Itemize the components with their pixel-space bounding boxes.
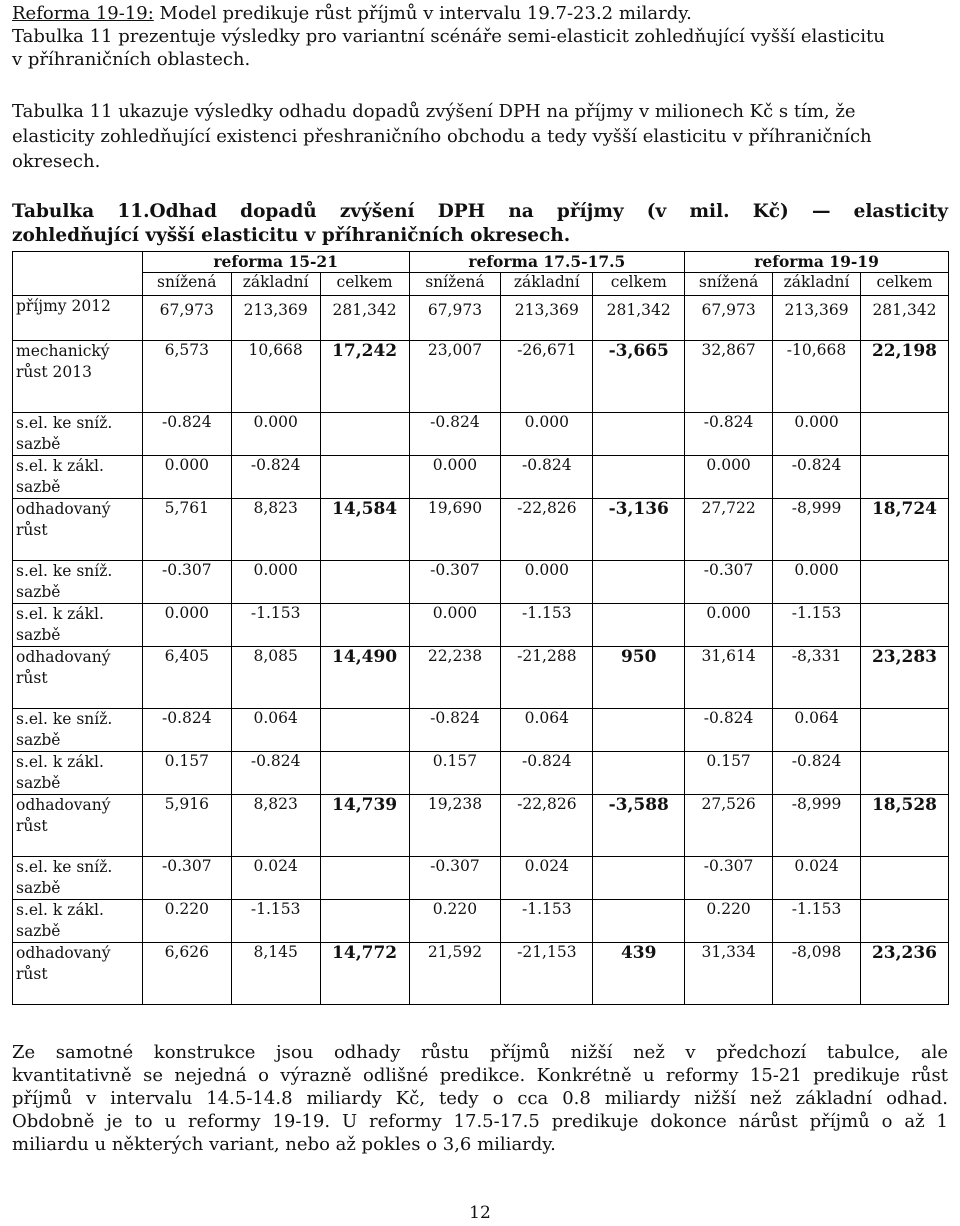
- reform-header-row: [13, 252, 949, 273]
- table-cell: -8,999: [773, 499, 861, 561]
- table-cell: -0.307: [142, 561, 231, 604]
- table-row: [13, 857, 949, 900]
- table-cell: 14,490: [320, 647, 409, 709]
- table-cell: 0.000: [409, 456, 501, 499]
- table-row: [13, 647, 949, 709]
- table-cell: 213,369: [501, 296, 593, 341]
- table-cell: 31,334: [685, 943, 773, 1005]
- row-label: odhadovaný růst: [13, 499, 143, 561]
- table-cell: -22,826: [501, 499, 593, 561]
- table-cell: 439: [593, 943, 685, 1005]
- reform-text: Model predikuje růst příjmů v intervalu 19.7-23.2 milardy.: [153, 3, 692, 24]
- table-cell: -0.824: [773, 752, 861, 795]
- table-cell: 23,007: [409, 341, 501, 413]
- table-cell: 0.000: [142, 456, 231, 499]
- paragraph-1-line-1: Tabulka 11 ukazuje výsledky odhadu dopadů zvýšení DPH na příjmy v milionech Kč s tím, že: [12, 101, 856, 122]
- table-row: [13, 604, 949, 647]
- table-cell: 6,405: [142, 647, 231, 709]
- table-cell: [320, 561, 409, 604]
- table-cell: -0.824: [142, 413, 231, 456]
- results-table: [12, 251, 949, 1005]
- intro-line-2: Tabulka 11 prezentuje výsledky pro variantní scénáře semi-elasticit zohledňující vyšší elasticitu: [12, 26, 885, 47]
- table-cell: -0.307: [409, 857, 501, 900]
- table-cell: 281,342: [860, 296, 948, 341]
- table-row: [13, 341, 949, 413]
- table-cell: 14,772: [320, 943, 409, 1005]
- table-cell: 0.157: [409, 752, 501, 795]
- subheader-cell: základní: [773, 273, 861, 296]
- table-cell: 6,573: [142, 341, 231, 413]
- table-cell: -3,665: [593, 341, 685, 413]
- row-label: s.el. ke sníž. sazbě: [13, 709, 143, 752]
- table-cell: 0.024: [501, 857, 593, 900]
- table-cell: [593, 900, 685, 943]
- table-cell: 18,528: [860, 795, 948, 857]
- table-cell: 0.024: [773, 857, 861, 900]
- table-cell: 19,690: [409, 499, 501, 561]
- table-cell: -8,331: [773, 647, 861, 709]
- table-cell: -0.824: [501, 752, 593, 795]
- table-cell: [320, 752, 409, 795]
- table-cell: 0.157: [685, 752, 773, 795]
- table-cell: -1.153: [231, 900, 320, 943]
- table-cell: 0.220: [142, 900, 231, 943]
- table-cell: 950: [593, 647, 685, 709]
- table-cell: [593, 456, 685, 499]
- table-cell: [593, 561, 685, 604]
- table-cell: -0.824: [231, 456, 320, 499]
- subheader-cell: snížená: [409, 273, 501, 296]
- table-cell: 0.157: [142, 752, 231, 795]
- table-cell: 0.000: [501, 561, 593, 604]
- table-cell: -1.153: [501, 900, 593, 943]
- table-cell: [593, 857, 685, 900]
- subheader-cell: snížená: [685, 273, 773, 296]
- table-cell: 10,668: [231, 341, 320, 413]
- paragraph-1-line-2: elasticity zohledňující existenci přeshraničního obchodu a tedy vyšší elasticitu v příhraničních: [12, 126, 872, 147]
- table-cell: 0.220: [409, 900, 501, 943]
- table-cell: -10,668: [773, 341, 861, 413]
- table-cell: [320, 857, 409, 900]
- table-row: [13, 456, 949, 499]
- intro-line-3: v příhraničních oblastech.: [12, 49, 251, 70]
- table-row: [13, 413, 949, 456]
- table-cell: 8,145: [231, 943, 320, 1005]
- table-cell: 67,973: [409, 296, 501, 341]
- subheader-cell: snížená: [142, 273, 231, 296]
- table-cell: 17,242: [320, 341, 409, 413]
- table-row: [13, 709, 949, 752]
- table-cell: 23,236: [860, 943, 948, 1005]
- table-cell: 14,739: [320, 795, 409, 857]
- table-cell: 31,614: [685, 647, 773, 709]
- subheader-cell: základní: [231, 273, 320, 296]
- table-cell: -21,153: [501, 943, 593, 1005]
- table-cell: [860, 900, 948, 943]
- table-cell: 21,592: [409, 943, 501, 1005]
- table-cell: 6,626: [142, 943, 231, 1005]
- table-cell: -3,588: [593, 795, 685, 857]
- table-cell: 5,916: [142, 795, 231, 857]
- row-label: příjmy 2012: [13, 296, 143, 341]
- table-cell: [320, 709, 409, 752]
- table-cell: -0.824: [773, 456, 861, 499]
- table-cell: -0.824: [142, 709, 231, 752]
- row-label: s.el. k zákl. sazbě: [13, 604, 143, 647]
- table-cell: [860, 857, 948, 900]
- table-cell: [320, 604, 409, 647]
- table-cell: 22,238: [409, 647, 501, 709]
- table-row: [13, 499, 949, 561]
- table-cell: -26,671: [501, 341, 593, 413]
- table-cell: -0.824: [409, 709, 501, 752]
- table-cell: 0.064: [501, 709, 593, 752]
- table-cell: 0.000: [409, 604, 501, 647]
- paragraph-1-line-3: okresech.: [12, 151, 101, 172]
- table-cell: -21,288: [501, 647, 593, 709]
- table-cell: 0.000: [231, 561, 320, 604]
- table-cell: -0.824: [685, 413, 773, 456]
- row-label: s.el. k zákl. sazbě: [13, 900, 143, 943]
- table-cell: 281,342: [593, 296, 685, 341]
- table-cell: 8,085: [231, 647, 320, 709]
- table-cell: 8,823: [231, 499, 320, 561]
- table-cell: 0.000: [685, 604, 773, 647]
- table-cell: -0.824: [685, 709, 773, 752]
- table-cell: [593, 752, 685, 795]
- table-cell: -8,098: [773, 943, 861, 1005]
- table-title-line-1: Tabulka 11.Odhad dopadů zvýšení DPH na příjmy (v mil. Kč) — elasticity: [12, 201, 948, 222]
- table-cell: -0.307: [409, 561, 501, 604]
- table-cell: 19,238: [409, 795, 501, 857]
- table-cell: 213,369: [231, 296, 320, 341]
- row-label: s.el. ke sníž. sazbě: [13, 561, 143, 604]
- table-cell: -1.153: [501, 604, 593, 647]
- table-cell: -1.153: [231, 604, 320, 647]
- table-cell: -3,136: [593, 499, 685, 561]
- table-cell: [320, 456, 409, 499]
- table-cell: [860, 561, 948, 604]
- subheader-cell: základní: [501, 273, 593, 296]
- table-cell: [593, 413, 685, 456]
- table-cell: 281,342: [320, 296, 409, 341]
- table-cell: 0.064: [231, 709, 320, 752]
- table-cell: [593, 604, 685, 647]
- subheader-cell: celkem: [593, 273, 685, 296]
- table-cell: 0.024: [231, 857, 320, 900]
- table-cell: 0.000: [231, 413, 320, 456]
- row-label: odhadovaný růst: [13, 795, 143, 857]
- table-cell: [860, 456, 948, 499]
- row-label: odhadovaný růst: [13, 943, 143, 1005]
- row-label: s.el. ke sníž. sazbě: [13, 413, 143, 456]
- table-cell: -8,999: [773, 795, 861, 857]
- table-cell: -0.307: [685, 561, 773, 604]
- table-cell: -1.153: [773, 900, 861, 943]
- conclusion-line-1: Ze samotné konstrukce jsou odhady růstu příjmů nižší než v předchozí tabulce, ale: [12, 1042, 948, 1063]
- table-row: [13, 795, 949, 857]
- table-cell: -22,826: [501, 795, 593, 857]
- table-cell: [320, 900, 409, 943]
- table-cell: 0.000: [501, 413, 593, 456]
- table-row: [13, 943, 949, 1005]
- table-row: [13, 561, 949, 604]
- row-label: s.el. k zákl. sazbě: [13, 456, 143, 499]
- table-cell: -1.153: [773, 604, 861, 647]
- table-cell: [593, 709, 685, 752]
- table-row: [13, 752, 949, 795]
- table-cell: 14,584: [320, 499, 409, 561]
- row-label: odhadovaný růst: [13, 647, 143, 709]
- table-cell: -0.824: [231, 752, 320, 795]
- table-cell: 0.220: [685, 900, 773, 943]
- table-cell: 27,526: [685, 795, 773, 857]
- table-cell: 0.000: [685, 456, 773, 499]
- table-cell: -0.824: [501, 456, 593, 499]
- corner-cell: [13, 252, 143, 296]
- table-cell: [860, 413, 948, 456]
- reform-header: reforma 15-21: [142, 252, 409, 273]
- reform-header: reforma 19-19: [685, 252, 949, 273]
- table-cell: [860, 752, 948, 795]
- table-row: [13, 900, 949, 943]
- table-cell: 8,823: [231, 795, 320, 857]
- table-cell: 22,198: [860, 341, 948, 413]
- table-row: [13, 296, 949, 341]
- table-cell: 23,283: [860, 647, 948, 709]
- table-cell: -0.824: [409, 413, 501, 456]
- table-cell: 0.000: [773, 413, 861, 456]
- subheader-row: [13, 273, 949, 296]
- table-cell: 18,724: [860, 499, 948, 561]
- reform-label: Reforma 19-19:: [12, 3, 154, 24]
- subheader-cell: celkem: [860, 273, 948, 296]
- table-cell: 5,761: [142, 499, 231, 561]
- conclusion-line-5: miliardu u některých variant, nebo až pokles o 3,6 miliardy.: [12, 1134, 556, 1155]
- table-title-line-2: zohledňující vyšší elasticitu v příhraničních okresech.: [12, 225, 571, 246]
- table-cell: 0.000: [773, 561, 861, 604]
- row-label: s.el. ke sníž. sazbě: [13, 857, 143, 900]
- subheader-cell: celkem: [320, 273, 409, 296]
- table-cell: 0.000: [142, 604, 231, 647]
- intro-line-1: [12, 2, 948, 25]
- row-label: s.el. k zákl. sazbě: [13, 752, 143, 795]
- conclusion-line-3: příjmů v intervalu 14.5-14.8 miliardy Kč, tedy o cca 0.8 miliardy nižší než základní odhad.: [12, 1088, 948, 1109]
- conclusion-line-2: kvantitativně se nejedná o výrazně odlišné predikce. Konkrétně u reformy 15-21 predikuje růst: [12, 1065, 948, 1086]
- table-cell: 67,973: [142, 296, 231, 341]
- table-cell: 0.064: [773, 709, 861, 752]
- table-cell: 67,973: [685, 296, 773, 341]
- table-cell: -0.307: [685, 857, 773, 900]
- table-cell: 32,867: [685, 341, 773, 413]
- conclusion-line-4: Obdobně je to u reformy 19-19. U reformy 17.5-17.5 predikuje dokonce nárůst příjmů o až 1: [12, 1111, 948, 1132]
- table-cell: [860, 604, 948, 647]
- row-label: mechanický růst 2013: [13, 341, 143, 413]
- table-cell: 213,369: [773, 296, 861, 341]
- page-number: 12: [469, 1203, 491, 1223]
- table-cell: 27,722: [685, 499, 773, 561]
- reform-header: reforma 17.5-17.5: [409, 252, 685, 273]
- table-cell: -0.307: [142, 857, 231, 900]
- table-cell: [320, 413, 409, 456]
- table-cell: [860, 709, 948, 752]
